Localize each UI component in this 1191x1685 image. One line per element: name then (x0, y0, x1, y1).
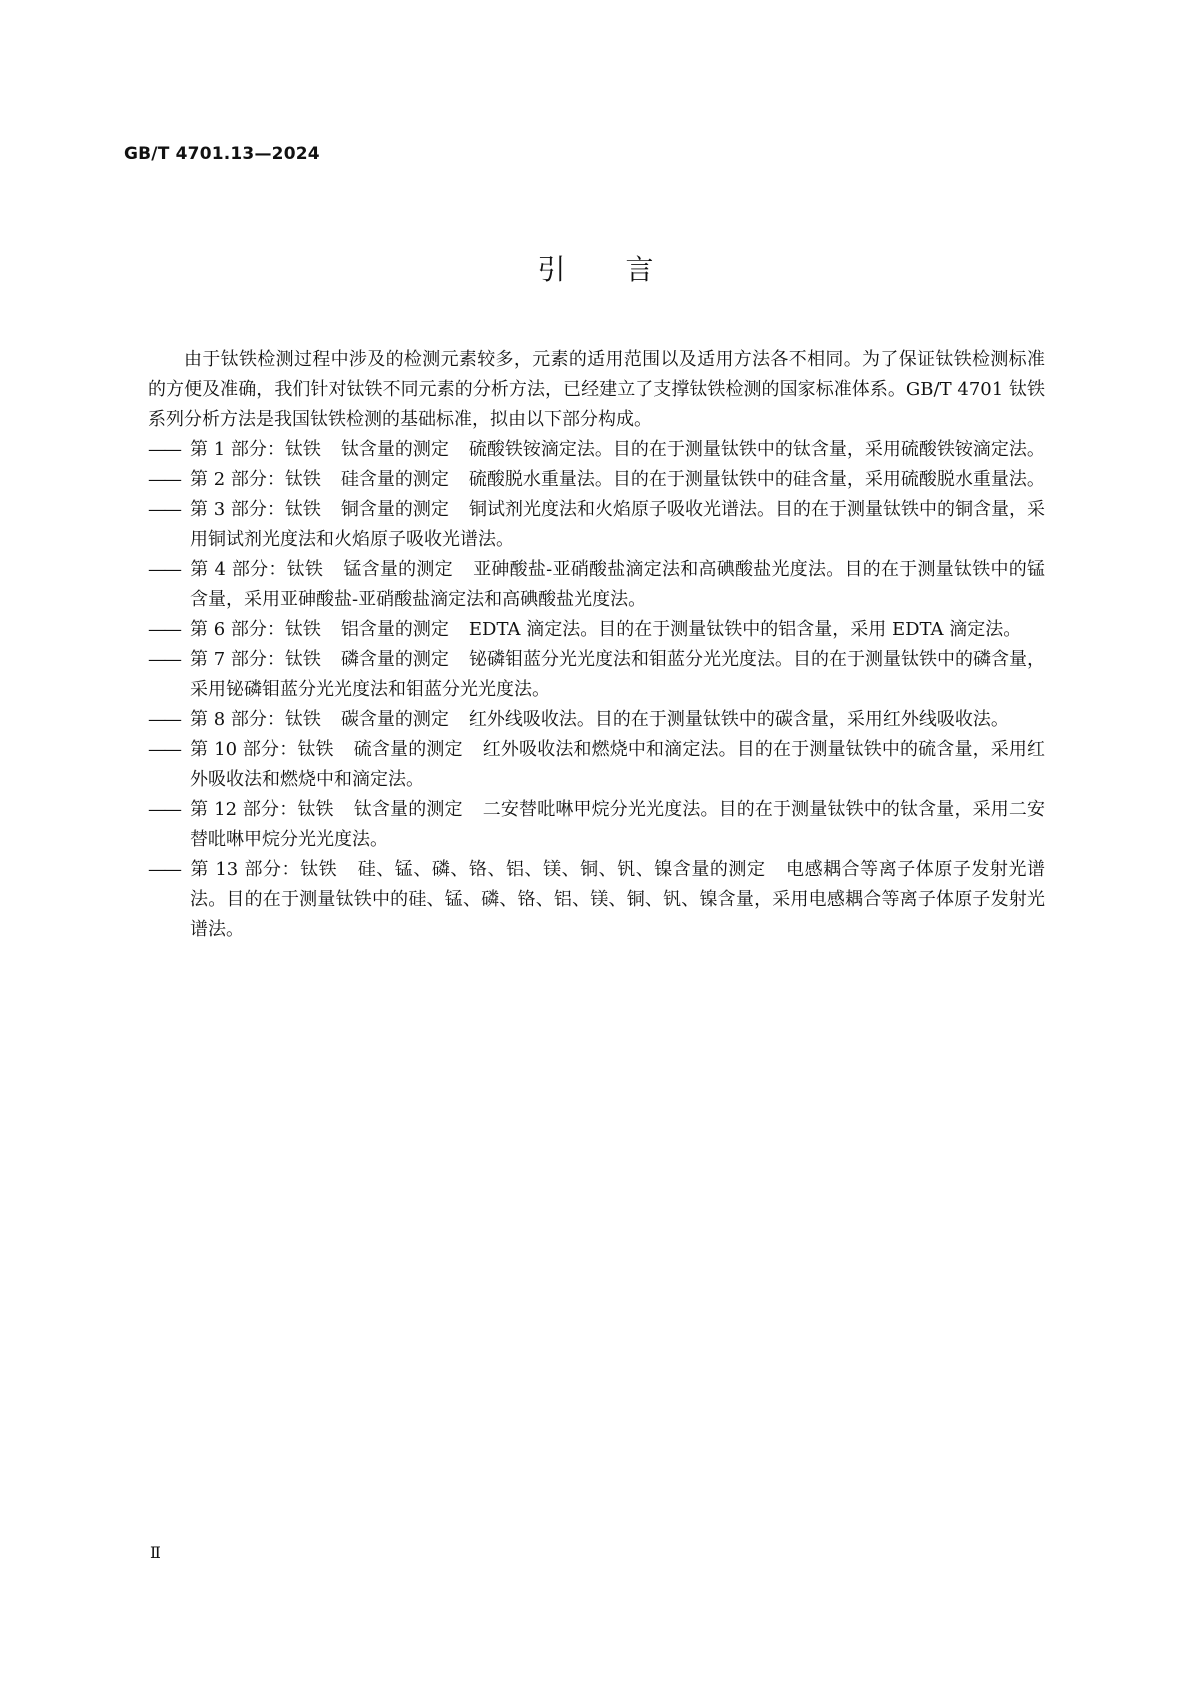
part-description: 。目的在于测量钛铁中的铝含量，采用 EDTA 滴定法。 (580, 619, 1022, 640)
part-method: 硫酸脱水重量法 (468, 469, 595, 490)
part-name: 第 8 部分：钛铁 (190, 709, 321, 730)
part-name: 第 7 部分：钛铁 (190, 649, 321, 670)
part-subject: 铝含量的测定 (340, 619, 449, 640)
part-method: 二安替吡啉甲烷分光光度法 (482, 799, 701, 820)
part-subject: 钛含量的测定 (353, 799, 463, 820)
part-method: 亚砷酸盐-亚硝酸盐滴定法和高碘酸盐光度法 (472, 559, 827, 580)
part-description: 。目的在于测量钛铁中的硫含量，采用红外吸收法和燃烧中和滴定法。 (190, 739, 1046, 790)
part-method: 红外吸收法和燃烧中和滴定法 (482, 739, 719, 760)
part-item (148, 705, 1045, 735)
dash-marker: —— (148, 469, 180, 490)
part-item (148, 735, 1045, 795)
page-title: 引言 (537, 253, 714, 286)
part-item (148, 795, 1045, 855)
part-description: 。目的在于测量钛铁中的钛含量，采用硫酸铁铵滴定法。 (594, 439, 1045, 460)
intro-paragraph: 由于钛铁检测过程中涉及的检测元素较多，元素的适用范围以及适用方法各不相同。为了保证钛铁检测标准的方便及准确，我们针对钛铁不同元素的分析方法，已经建立了支撑钛铁检测的国家标准体系。GB/T 4701 钛铁系列分析方法是我国钛铁检测的基础标准，拟由以下部分构成。 (148, 349, 1045, 430)
part-subject: 碳含量的测定 (340, 709, 449, 730)
part-method: EDTA 滴定法 (468, 619, 581, 640)
part-name: 第 6 部分：钛铁 (190, 619, 321, 640)
part-name: 第 10 部分：钛铁 (190, 739, 334, 760)
parts-list (148, 435, 1045, 945)
dash-marker: —— (148, 559, 180, 580)
part-subject: 锰含量的测定 (343, 559, 453, 580)
part-item (148, 855, 1045, 945)
part-description: 。目的在于测量钛铁中的硅、锰、磷、铬、铝、镁、铜、钒、镍含量，采用电感耦合等离子体原子发射光谱法。 (190, 889, 1046, 940)
part-description: 。目的在于测量钛铁中的铜含量，采用铜试剂光度法和火焰原子吸收光谱法。 (190, 499, 1046, 550)
dash-marker: —— (148, 709, 180, 730)
part-name: 第 1 部分：钛铁 (190, 439, 321, 460)
part-subject: 磷含量的测定 (340, 649, 449, 670)
part-item (148, 495, 1045, 555)
dash-marker: —— (148, 619, 180, 640)
part-description: 。目的在于测量钛铁中的锰含量，采用亚砷酸盐-亚硝酸盐滴定法和高碘酸盐光度法。 (190, 559, 1045, 610)
part-description: 。目的在于测量钛铁中的钛含量，采用二安替吡啉甲烷分光光度法。 (190, 799, 1046, 850)
part-description: 。目的在于测量钛铁中的磷含量，采用铋磷钼蓝分光光度法和钼蓝分光光度法。 (190, 649, 1046, 700)
document-body (148, 345, 1045, 945)
dash-marker: —— (148, 439, 180, 460)
part-description: 。目的在于测量钛铁中的硅含量，采用硫酸脱水重量法。 (594, 469, 1045, 490)
dash-marker: —— (148, 799, 180, 820)
part-description: 。目的在于测量钛铁中的碳含量，采用红外线吸收法。 (576, 709, 1009, 730)
part-method: 红外线吸收法 (468, 709, 577, 730)
part-item (148, 615, 1045, 645)
dash-marker: —— (148, 499, 180, 520)
part-item (148, 645, 1045, 705)
part-subject: 钛含量的测定 (340, 439, 449, 460)
part-subject: 硫含量的测定 (353, 739, 463, 760)
part-method: 硫酸铁铵滴定法 (468, 439, 595, 460)
part-item (148, 435, 1045, 465)
dash-marker: —— (148, 649, 180, 670)
part-subject: 硅、锰、磷、铬、铝、镁、铜、钒、镍含量的测定 (357, 859, 766, 880)
part-method: 电感耦合等离子体原子发射光谱法 (190, 859, 1045, 910)
dash-marker: —— (148, 739, 180, 760)
part-method: 铋磷钼蓝分光光度法和钼蓝分光光度法 (468, 649, 775, 670)
part-name: 第 2 部分：钛铁 (190, 469, 321, 490)
part-name: 第 4 部分：钛铁 (190, 559, 324, 580)
part-subject: 硅含量的测定 (340, 469, 449, 490)
part-name: 第 13 部分：钛铁 (190, 859, 338, 880)
part-item (148, 555, 1045, 615)
part-subject: 铜含量的测定 (340, 499, 449, 520)
part-name: 第 3 部分：钛铁 (190, 499, 321, 520)
page-number: Ⅱ (150, 1543, 161, 1562)
standard-code: GB/T 4701.13—2024 (124, 144, 320, 164)
dash-marker: —— (148, 859, 180, 880)
part-name: 第 12 部分：钛铁 (190, 799, 334, 820)
part-method: 铜试剂光度法和火焰原子吸收光谱法 (468, 499, 757, 520)
part-item (148, 465, 1045, 495)
